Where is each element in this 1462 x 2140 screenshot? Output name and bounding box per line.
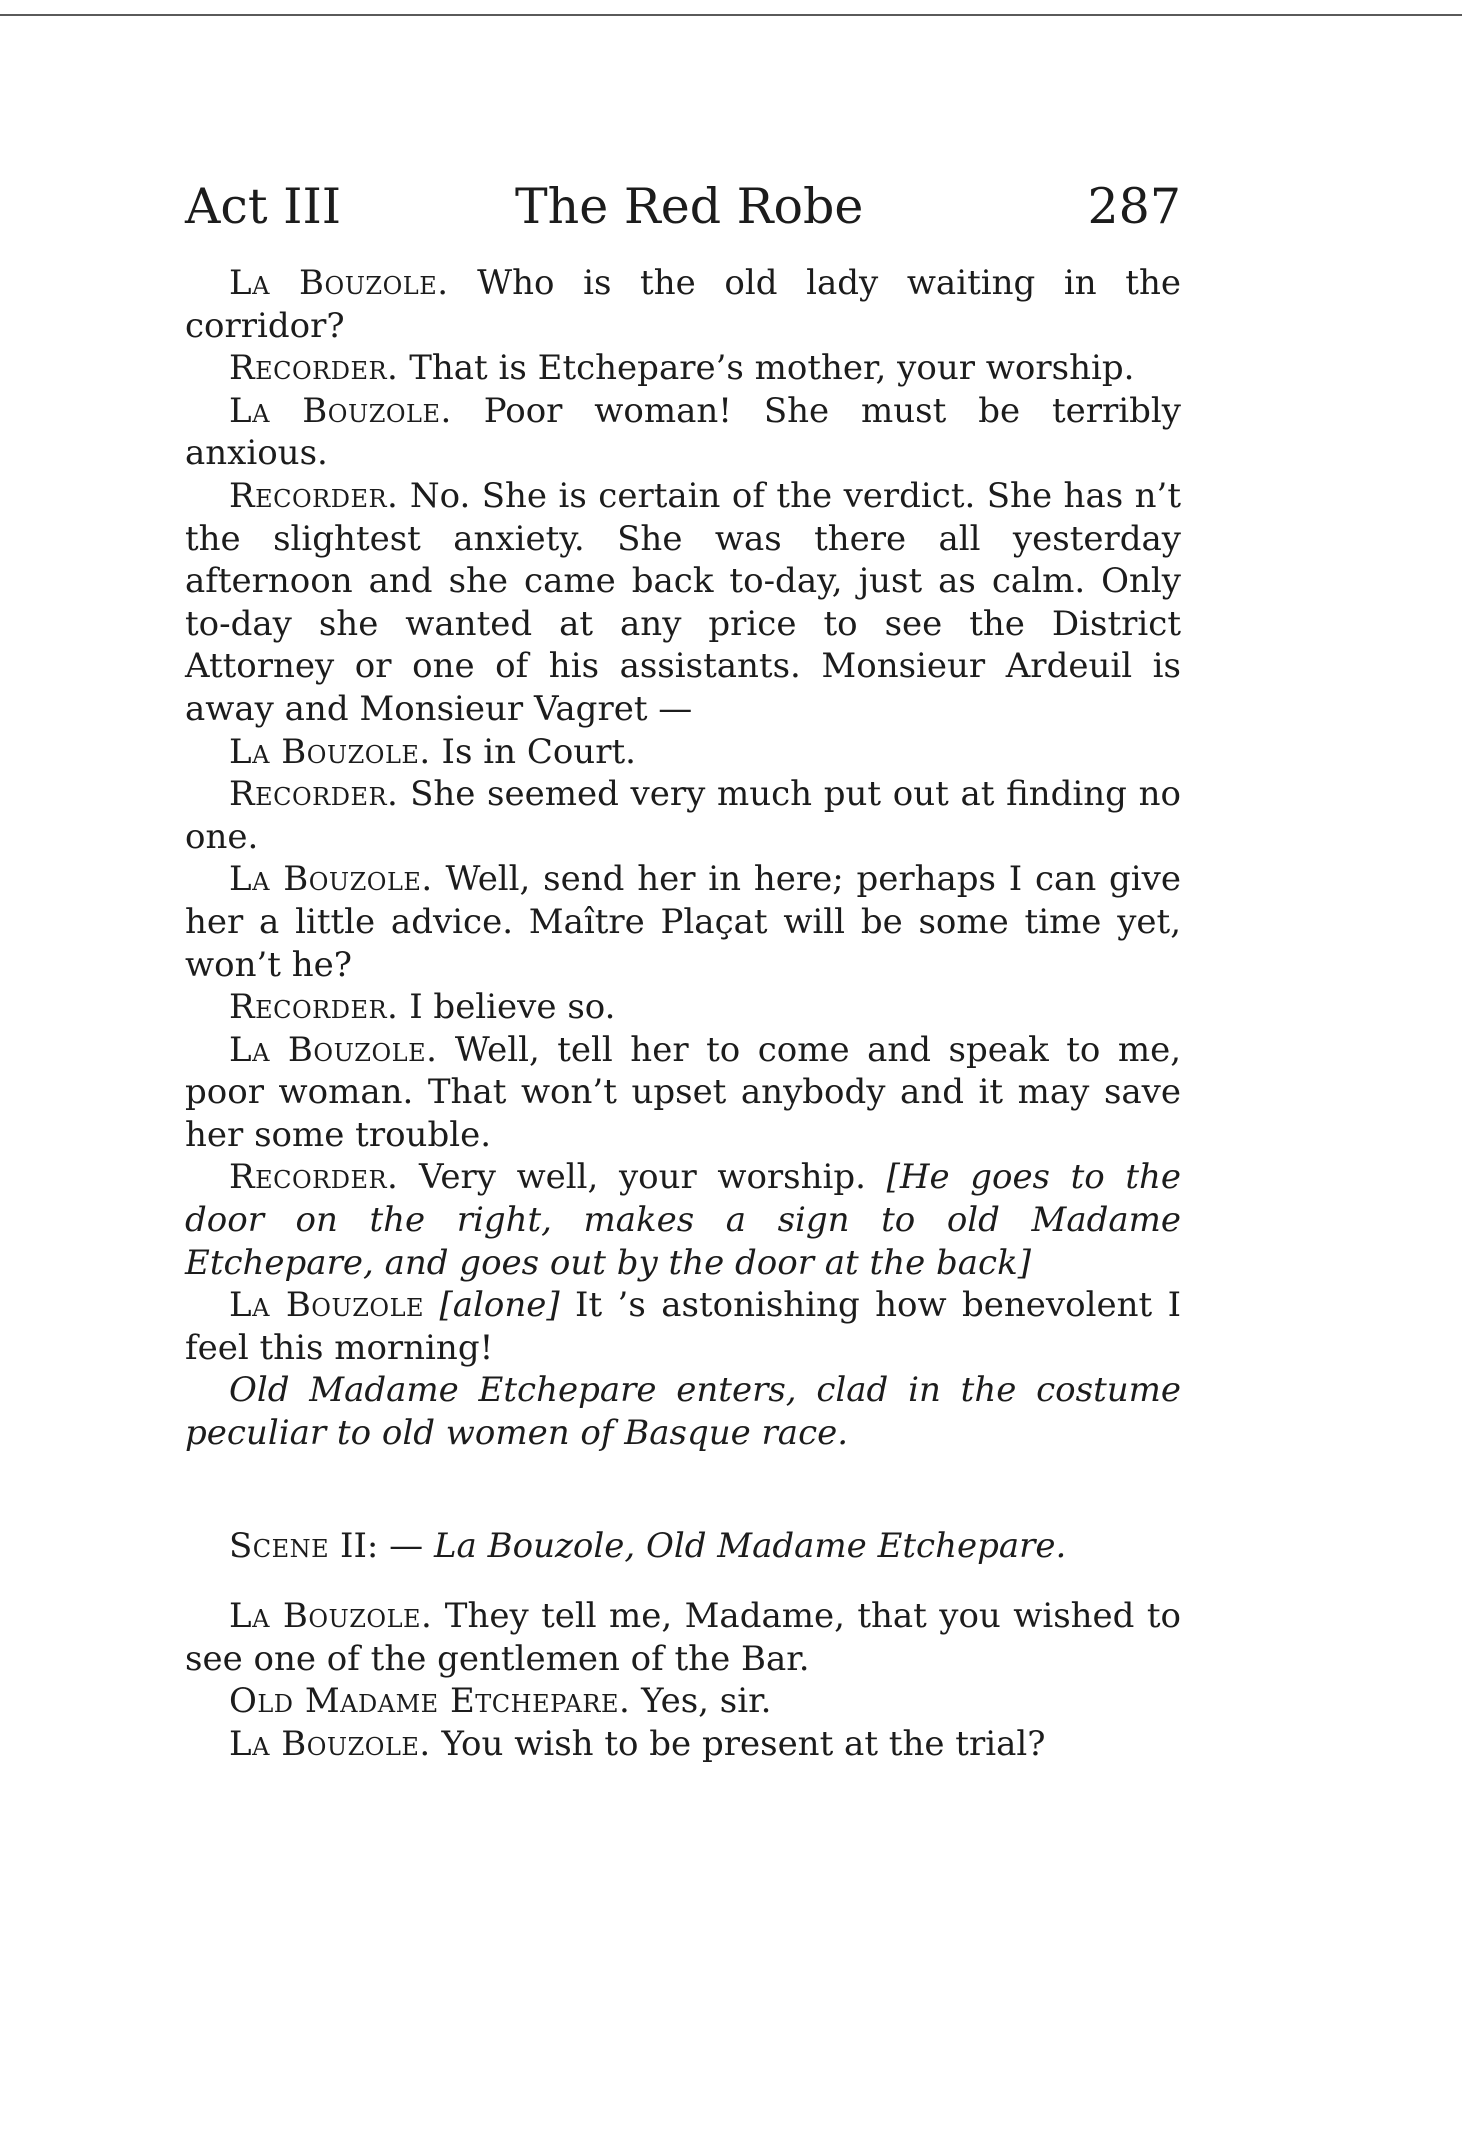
dialogue-text: That is Etchepare’s mother, your worship. bbox=[409, 348, 1135, 389]
dialogue-line bbox=[185, 1680, 1181, 1723]
dialogue-text: Yes, sir. bbox=[641, 1681, 772, 1722]
dialogue-text: You wish to be present at the trial? bbox=[441, 1724, 1046, 1764]
dialogue-line bbox=[185, 390, 1181, 475]
dialogue-line bbox=[185, 1284, 1181, 1369]
dialogue-line bbox=[185, 773, 1181, 858]
speaker-name: Recorder. bbox=[229, 348, 399, 389]
top-rule bbox=[0, 14, 1462, 16]
page-body bbox=[185, 262, 1181, 1766]
book-title: The Red Robe bbox=[515, 178, 864, 235]
dialogue-text: Very well, your worship. bbox=[418, 1157, 866, 1198]
dialogue-text: Poor woman! She must be terribly anxious. bbox=[185, 390, 1181, 474]
dialogue-line bbox=[185, 1029, 1181, 1157]
speaker-name: Recorder. bbox=[229, 475, 399, 516]
speaker-name: Recorder. bbox=[229, 1157, 399, 1198]
speaker-name: La Bouzole. bbox=[229, 1596, 433, 1637]
dialogue-line bbox=[185, 986, 1181, 1029]
dialogue-text: Well, send her in here; perhaps I can give her a little advice. Maître Plaçat will be some time yet, won’t he? bbox=[185, 859, 1181, 985]
dialogue-text: They tell me, Madame, that you wished to see one of the gentlemen of the Bar. bbox=[185, 1596, 1181, 1679]
dialogue-text: She seemed very much put out at finding no one. bbox=[185, 774, 1181, 857]
dialogue-line bbox=[185, 858, 1181, 986]
dialogue-line bbox=[185, 1723, 1181, 1766]
dialogue-line bbox=[185, 262, 1181, 347]
section-gap bbox=[185, 1567, 1181, 1595]
speaker-name: Old Madame Etchepare. bbox=[229, 1681, 631, 1722]
page-number: 287 bbox=[1087, 178, 1181, 235]
speaker-name: La Bouzole. bbox=[229, 263, 449, 303]
speaker-name: La Bouzole. bbox=[229, 731, 431, 772]
stage-direction: [He goes to the door on the right, makes a sign to old Madame Etchepare, and goes out by the door at the back] bbox=[185, 1157, 1181, 1283]
dialogue-text: It ’s astonishing how benevolent I feel this morning! bbox=[185, 1285, 1182, 1368]
dialogue-line bbox=[185, 1595, 1181, 1680]
dialogue-text: Who is the old lady waiting in the corridor? bbox=[185, 263, 1181, 346]
speaker-name: La Bouzole bbox=[229, 1285, 425, 1326]
speaker-name: La Bouzole. bbox=[229, 1724, 431, 1764]
stage-entry: Old Madame Etchepare enters, clad in the costume peculiar to old women of Basque race. bbox=[185, 1370, 1181, 1454]
speaker-name: Recorder. bbox=[229, 774, 399, 815]
speaker-name: La Bouzole. bbox=[229, 390, 452, 431]
dialogue-line bbox=[185, 1156, 1181, 1284]
running-header bbox=[185, 172, 1181, 242]
aside-direction: [alone] bbox=[439, 1285, 560, 1326]
section-gap bbox=[185, 1455, 1181, 1525]
scene-heading bbox=[185, 1525, 1181, 1568]
scene-label: Scene bbox=[229, 1525, 330, 1566]
speaker-name: La Bouzole. bbox=[229, 859, 433, 900]
dialogue-line bbox=[185, 475, 1181, 731]
dialogue-text: Well, tell her to come and speak to me, poor woman. That won’t upset anybody and it may save her some trouble. bbox=[185, 1029, 1181, 1155]
scene-characters: La Bouzole, Old Madame Etchepare. bbox=[433, 1525, 1067, 1566]
dialogue-text: No. She is certain of the verdict. She has n’t the slightest anxiety. She was there all yesterday afternoon and she came back to-day, just as calm. Only to-day she wanted at any price to see the District Attorney or one of his assistants. Monsieur Ardeuil is away and Monsieur Vagret — bbox=[185, 475, 1181, 729]
speaker-name: La Bouzole. bbox=[229, 1029, 438, 1070]
dialogue-line bbox=[185, 347, 1181, 390]
dialogue-text: Is in Court. bbox=[441, 731, 636, 772]
dialogue-line bbox=[185, 731, 1181, 774]
scene-number: II: — bbox=[340, 1525, 424, 1566]
speaker-name: Recorder. bbox=[229, 987, 399, 1028]
dialogue-text: I believe so. bbox=[409, 987, 616, 1028]
act-label: Act III bbox=[185, 178, 342, 235]
